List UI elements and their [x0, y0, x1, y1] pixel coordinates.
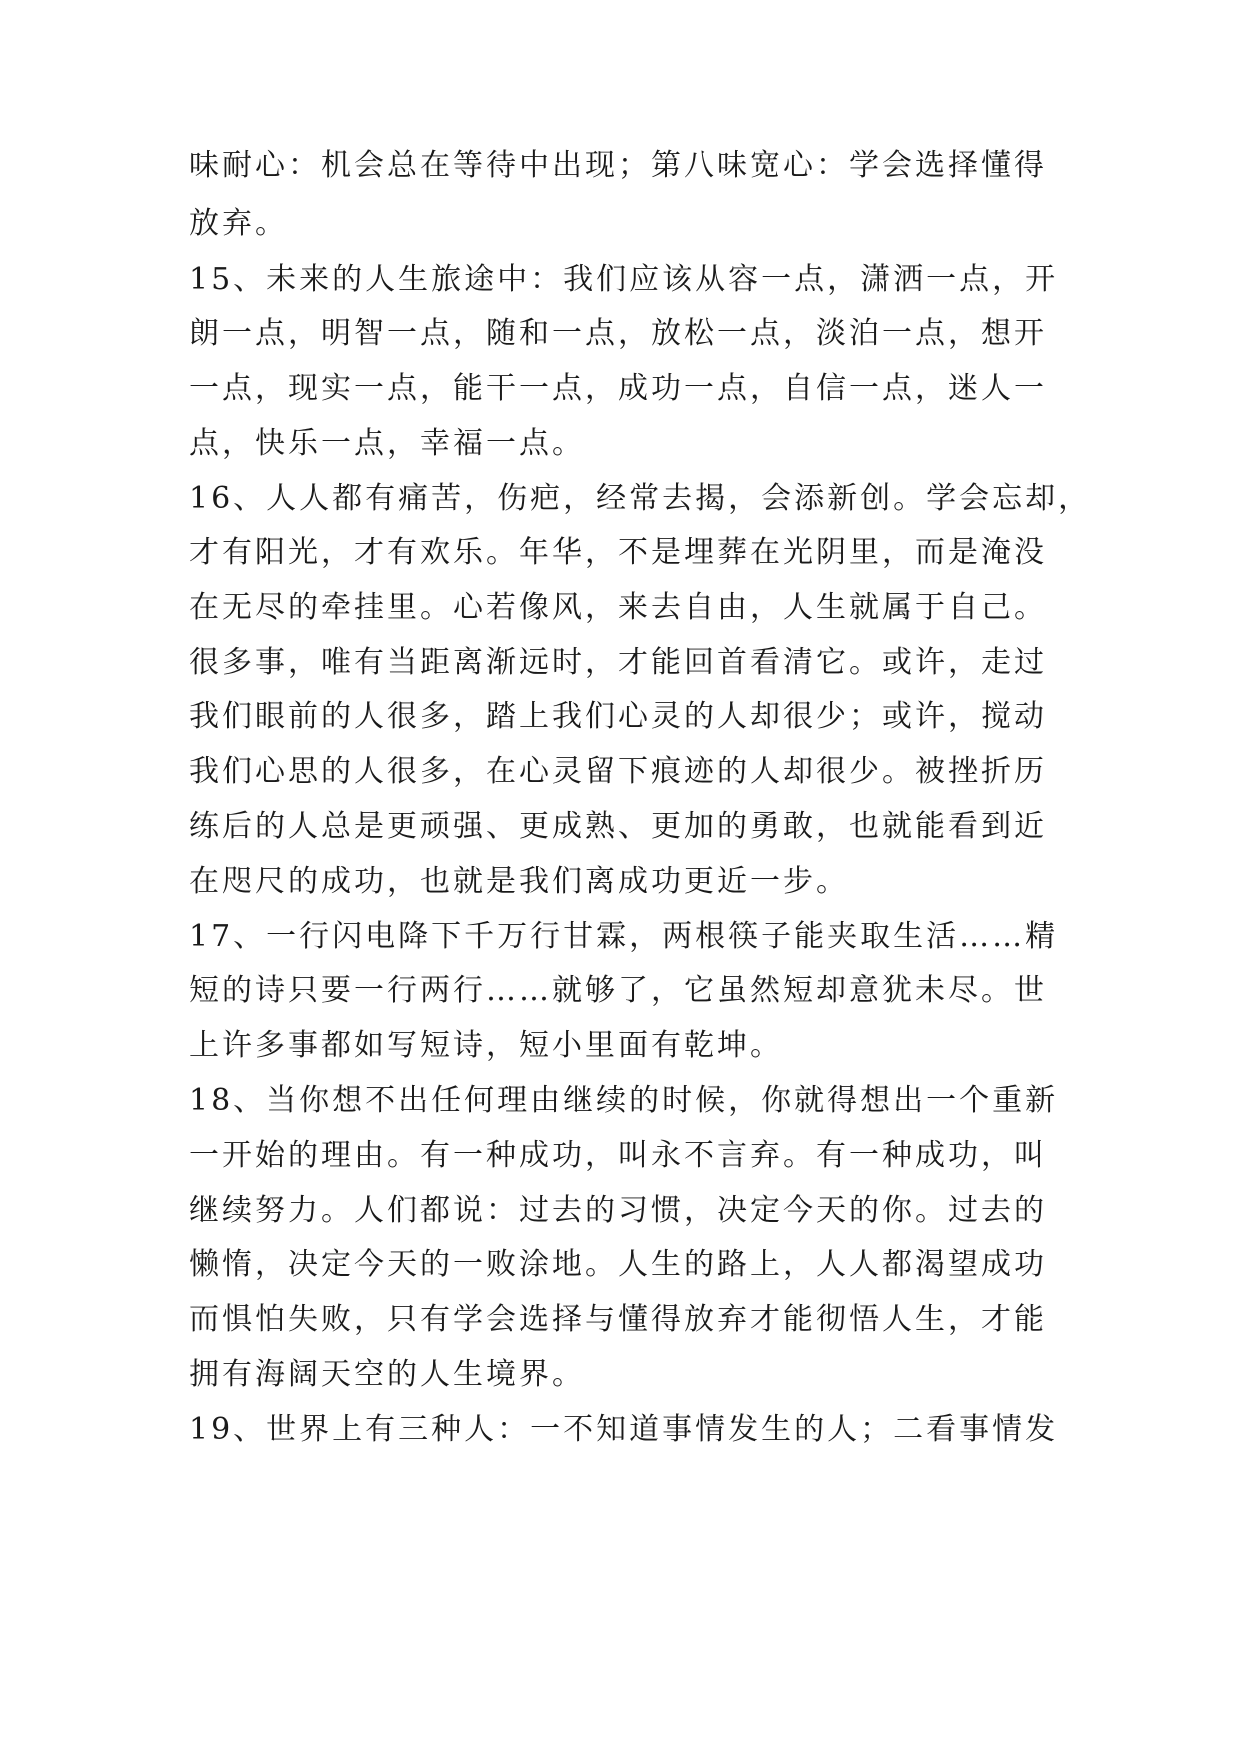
text-line: 我们眼前的人很多，踏上我们心灵的人却很少；或许，搅动 — [189, 699, 1047, 734]
text-line: 我们心思的人很多，在心灵留下痕迹的人却很少。被挫折历 — [189, 754, 1047, 789]
text-line: 放弃。 — [189, 206, 288, 241]
text-line: 一开始的理由。有一种成功，叫永不言弃。有一种成功，叫 — [189, 1138, 1047, 1173]
text-line: 18、当你想不出任何理由继续的时候，你就得想出一个重新 — [189, 1083, 1059, 1118]
text-line: 而惧怕失败，只有学会选择与懂得放弃才能彻悟人生，才能 — [189, 1302, 1047, 1337]
text-line: 17、一行闪电降下千万行甘霖，两根筷子能夹取生活……精 — [189, 919, 1059, 954]
text-line: 在无尽的牵挂里。心若像风，来去自由，人生就属于自己。 — [189, 590, 1047, 625]
text-line: 15、未来的人生旅途中：我们应该从容一点，潇洒一点，开 — [189, 262, 1059, 297]
text-line: 练后的人总是更顽强、更成熟、更加的勇敢，也就能看到近 — [189, 809, 1047, 844]
text-line: 上许多事都如写短诗，短小里面有乾坤。 — [189, 1028, 783, 1063]
text-line: 一点，现实一点，能干一点，成功一点，自信一点，迷人一 — [189, 371, 1047, 406]
text-line: 短的诗只要一行两行……就够了，它虽然短却意犹未尽。世 — [189, 973, 1047, 1008]
text-line: 才有阳光，才有欢乐。年华，不是埋葬在光阴里，而是淹没 — [189, 535, 1047, 570]
text-line: 朗一点，明智一点，随和一点，放松一点，淡泊一点，想开 — [189, 316, 1047, 351]
text-line: 19、世界上有三种人：一不知道事情发生的人；二看事情发 — [189, 1412, 1059, 1447]
text-line: 懒惰，决定今天的一败涂地。人生的路上，人人都渴望成功 — [189, 1247, 1047, 1282]
text-line: 在咫尺的成功，也就是我们离成功更近一步。 — [189, 864, 849, 899]
text-line: 16、人人都有痛苦，伤疤，经常去揭，会添新创。学会忘却， — [189, 481, 1092, 516]
text-line: 点，快乐一点，幸福一点。 — [189, 426, 585, 461]
text-line: 拥有海阔天空的人生境界。 — [189, 1357, 585, 1392]
text-line: 继续努力。人们都说：过去的习惯，决定今天的你。过去的 — [189, 1193, 1047, 1228]
text-line: 味耐心：机会总在等待中出现；第八味宽心：学会选择懂得 — [189, 148, 1047, 183]
text-line: 很多事，唯有当距离渐远时，才能回首看清它。或许，走过 — [189, 645, 1047, 680]
